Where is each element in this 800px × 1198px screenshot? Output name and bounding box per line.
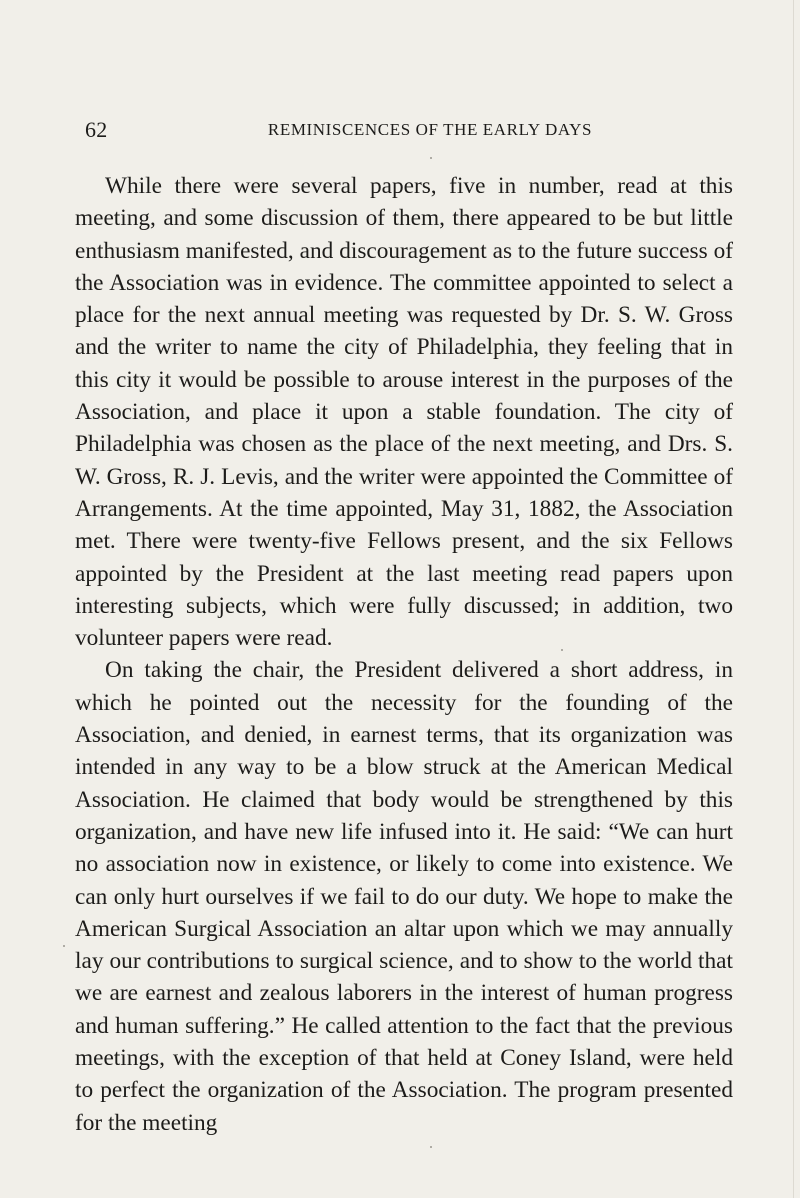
page-number: 62 (85, 117, 108, 142)
paragraph: On taking the chair, the President delivered a short address, in which he pointed out the necessity for the founding of the Association, and denied, in earnest terms, that its organization was intended in any way to be a blow struck at the American Medical Association. He claimed that body would be strengthened by this organization, and have new life infused into it. He said: “We can hurt no association now in existence, or likely to come into existence. We can only hurt ourselves if we fail to do our duty. We hope to make the American Surgical Association an altar upon which we may annually lay our contributions to surgical science, and to show to the world that we are earnest and zealous laborers in the interest of human progress and human suffering.” He called attention to the fact that the previous meetings, with the exception of that held at Coney Island, were held to perfect the organization of the Association. The program presented for the meeting (75, 657, 733, 1136)
page-header (85, 117, 725, 145)
body-text (75, 170, 733, 1139)
paragraph: While there were several papers, five in number, read at this meeting, and some discussion of them, there appeared to be but little enthusiasm manifested, and discouragement as to the future success of the Association was in evidence. The committee appointed to select a place for the next annual meeting was requested by Dr. S. W. Gross and the writer to name the city of Philadelphia, they feeling that in this city it would be possible to arouse interest in the purposes of the Association, and place it upon a stable foundation. The city of Philadelphia was chosen as the place of the next meeting, and Drs. S. W. Gross, R. J. Levis, and the writer were appointed the Committee of Arrangements. At the time appointed, May 31, 1882, the Association met. There were twenty-five Fellows present, and the six Fellows appointed by the President at the last meeting read papers upon interesting subjects, which were fully discussed; in addition, two volunteer papers were read. (75, 173, 733, 652)
paper-speck (430, 1146, 432, 1148)
page-edge-line (793, 0, 794, 1198)
running-head: REMINISCENCES OF THE EARLY DAYS (267, 120, 593, 139)
paper-speck (63, 945, 65, 947)
paper-speck (430, 157, 432, 159)
